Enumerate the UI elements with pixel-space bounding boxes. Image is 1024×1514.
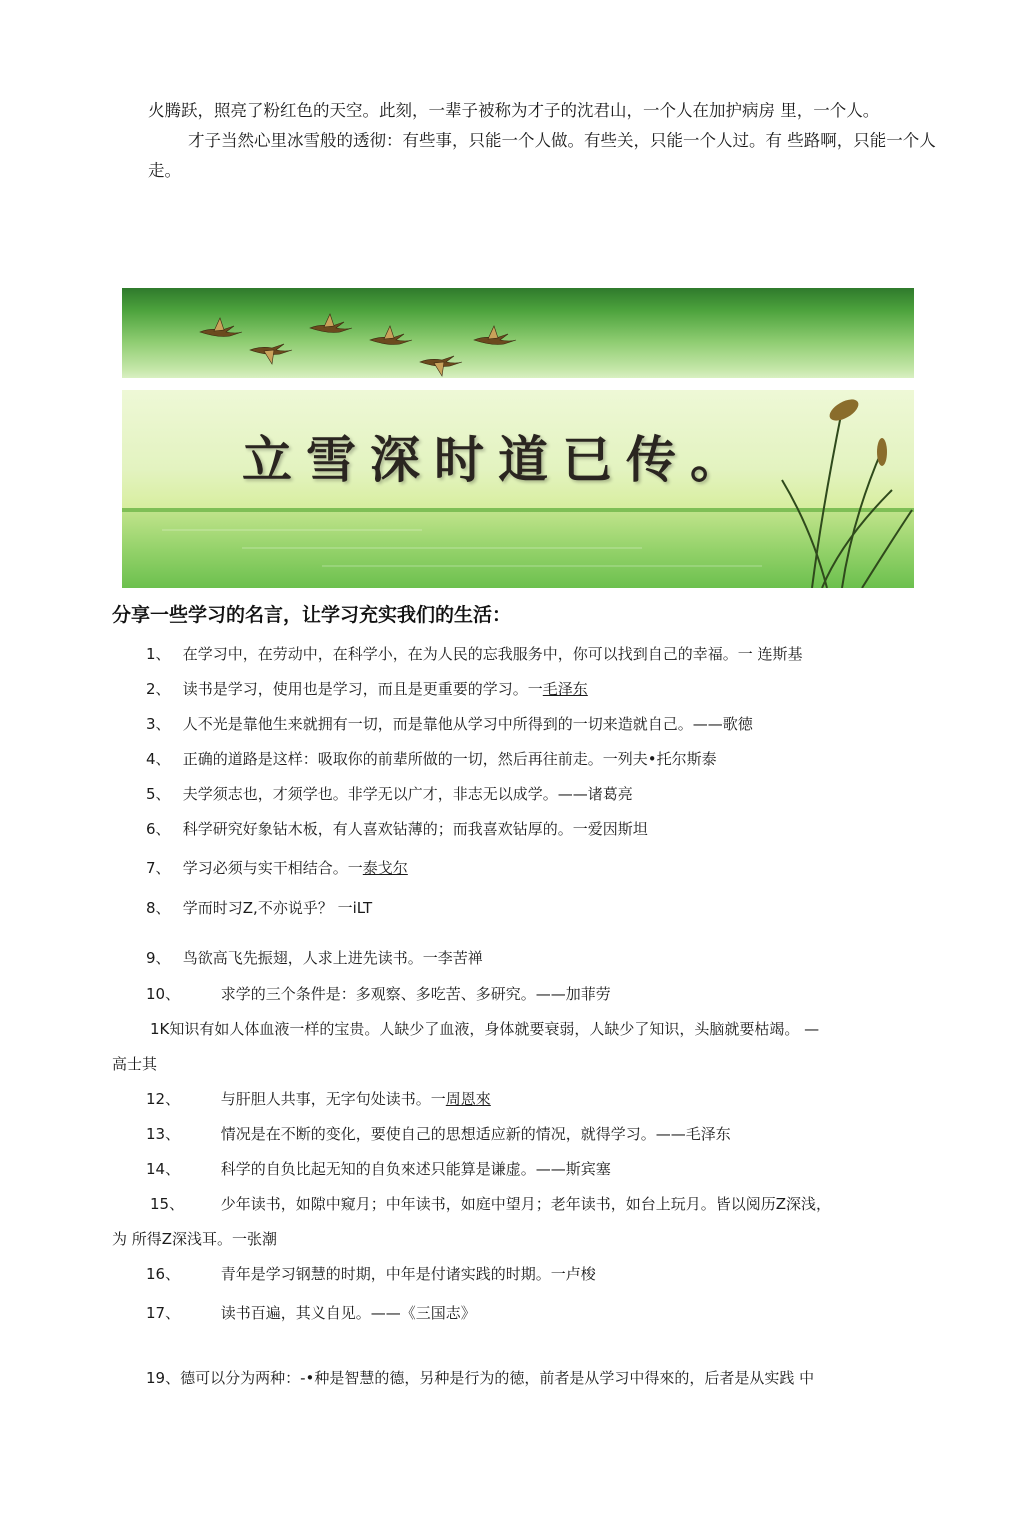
- quote-item: [146, 1123, 731, 1144]
- quote-text: 求学的三个条件是：多观察、多吃苦、多研究。——加菲劳: [220, 985, 611, 1003]
- quote-text: 正确的道路是这样：吸取你的前辈所做的一切，然后再往前走。一列夫•托尔斯泰: [182, 750, 717, 768]
- quote-item: [146, 857, 408, 878]
- quote-continuation: 高士其: [112, 1055, 158, 1073]
- quote-author: 周恩來: [445, 1090, 491, 1108]
- banner-calligraphy-image: [122, 390, 914, 588]
- quote-item: [146, 748, 717, 769]
- quote-item: [146, 1302, 476, 1323]
- quote-item: [146, 947, 483, 968]
- quote-author: 毛泽东: [542, 680, 588, 698]
- banner-title: 立雪深时道已传。: [242, 430, 754, 489]
- quote-number: 16、: [146, 1265, 181, 1283]
- banner-geese-image: [122, 288, 914, 378]
- quote-text: 少年读书，如隙中窥月；中年读书，如庭中望月；老年读书，如台上玩月。皆以阅历Z深浅，: [220, 1195, 832, 1213]
- quote-item: [146, 1367, 814, 1388]
- intro-text: [148, 96, 938, 186]
- quote-number: 10、: [146, 985, 181, 1003]
- quote-item: [150, 1193, 831, 1214]
- quote-item: [146, 713, 753, 734]
- quote-number: 8、: [146, 899, 171, 917]
- quote-number: 17、: [146, 1304, 181, 1322]
- quote-item: [146, 983, 611, 1004]
- quote-item: [146, 1088, 491, 1109]
- goose-icon: [250, 344, 292, 364]
- goose-icon: [370, 326, 412, 345]
- quote-item: [146, 643, 803, 664]
- quote-item: [150, 1018, 819, 1039]
- quote-number: 1、: [146, 645, 171, 663]
- quote-item: [146, 1263, 596, 1284]
- quote-text: 读书百遍，其义自见。——《三国志》: [220, 1304, 476, 1322]
- intro-paragraph-1: 火腾跃，照亮了粉红色的天空。此刻，一辈子被称为才子的沈君山，一个人在加护病房 里，一个人。: [148, 101, 880, 120]
- quote-author: 泰戈尔: [362, 859, 408, 877]
- quote-number: 13、: [146, 1125, 181, 1143]
- quote-text: 青年是学习钢慧的时期，中年是付诸实践的时期。一卢梭: [220, 1265, 596, 1283]
- geese-illustration: [122, 288, 914, 378]
- quote-text: 夫学须志也，才须学也。非学无以广才，非志无以成学。——诸葛亮: [182, 785, 633, 803]
- quote-number: 7、: [146, 859, 171, 877]
- quotes-heading: 分享一些学习的名言，让学习充实我们的生活：: [112, 604, 512, 626]
- quote-text: 鸟欲高飞先振翅，人求上进先读书。一李苦禅: [182, 949, 483, 967]
- quote-number: 3、: [146, 715, 171, 733]
- quote-number: 6、: [146, 820, 171, 838]
- quote-item: [146, 1158, 611, 1179]
- goose-icon: [310, 314, 352, 333]
- quote-text: 德可以分为两种：-•种是智慧的德，另种是行为的徳，前者是从学习中得來的，后者是从实践 中: [180, 1369, 815, 1387]
- quote-item: [146, 678, 588, 699]
- goose-icon: [200, 318, 242, 337]
- goose-icon: [474, 326, 516, 345]
- quote-text: 科学研究好象钻木板，有人喜欢钻薄的；而我喜欢钻厚的。一爱因斯坦: [182, 820, 648, 838]
- quote-text: 情况是在不断的变化，要使自己的思想适应新的情况，就得学习。——毛泽东: [220, 1125, 731, 1143]
- quote-text: 读书是学习，使用也是学习，而且是更重要的学习。一: [182, 680, 543, 698]
- quote-text: 与肝胆人共事，无字句处读书。一: [220, 1090, 446, 1108]
- quote-number: 12、: [146, 1090, 181, 1108]
- quote-number: 9、: [146, 949, 171, 967]
- quote-item: [146, 783, 633, 804]
- quote-text: 在学习中，在劳动中，在科学小，在为人民的忘我服务中，你可以找到自己的幸福。一 连斯基: [182, 645, 803, 663]
- quote-item: [146, 818, 648, 839]
- quote-text: 人不光是靠他生来就拥有一切，而是靠他从学习中所得到的一切来造就自己。——歌徳: [182, 715, 753, 733]
- goose-icon: [420, 356, 462, 376]
- quote-continuation: 为 所得Z深浅耳。一张潮: [112, 1230, 278, 1248]
- intro-paragraph-2: 才子当然心里冰雪般的透彻：有些事，只能一个人做。有些关，只能一个人过。有 些路啊，只能一个人走。: [148, 131, 936, 180]
- quote-text: 1K知识有如人体血液一样的宝贵。人缺少了血液，身体就要衰弱，人缺少了知识，头脑就要枯竭。 —: [150, 1020, 820, 1038]
- quote-text: 科学的自负比起无知的自负來述只能算是谦虚。——斯宾塞: [220, 1160, 611, 1178]
- quote-number: 14、: [146, 1160, 181, 1178]
- quote-number: 5、: [146, 785, 171, 803]
- quote-number: 2、: [146, 680, 171, 698]
- quote-text: 学而时习Z,不亦说乎？ 一iLT: [182, 899, 373, 917]
- quote-number: 19、: [146, 1369, 181, 1387]
- quote-number: 4、: [146, 750, 171, 768]
- quote-number: 15、: [150, 1195, 185, 1213]
- quote-text: 学习必须与实干相结合。一: [182, 859, 363, 877]
- quote-item: [146, 897, 372, 918]
